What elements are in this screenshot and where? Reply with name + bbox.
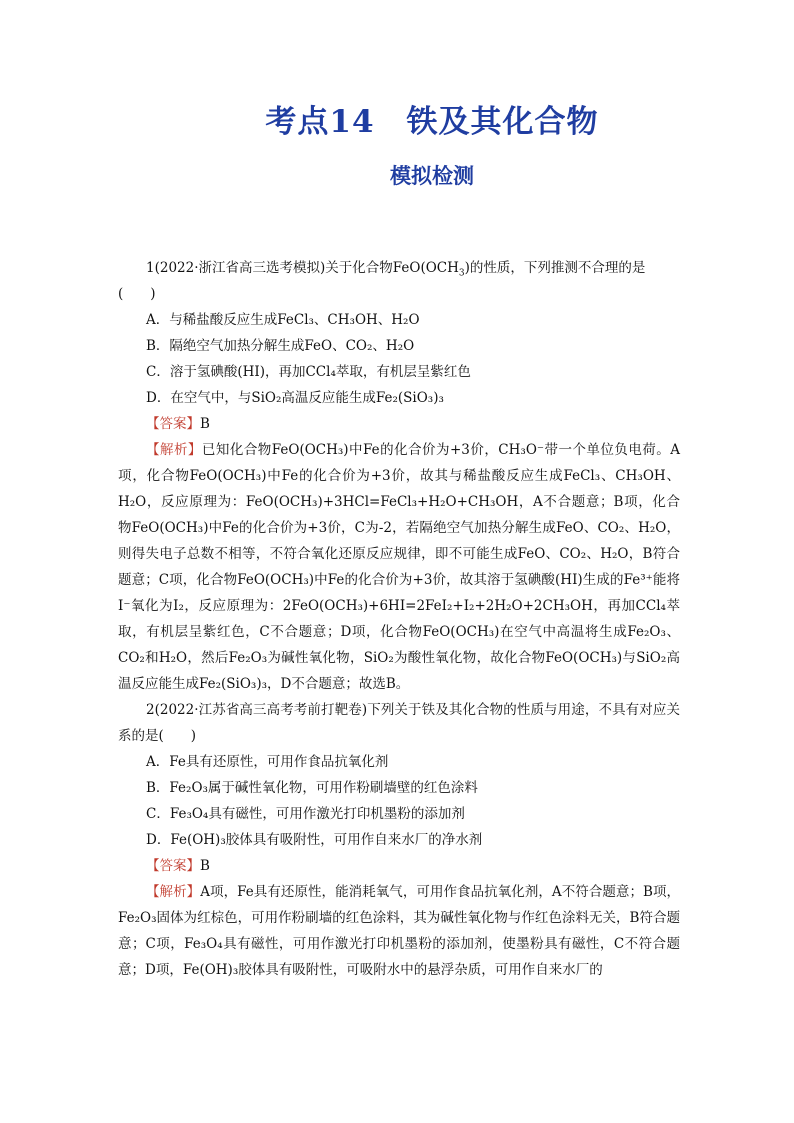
q2-analysis-text: A项，Fe具有还原性，能消耗氧气，可用作食品抗氧化剂，A不符合题意；B项，Fe₂O₃固体为红棕色，可用作粉刷墙的红色涂料，其为碱性氧化物与作红色涂料无关，B符合题意；C项，Fe₃O₄具有磁性，可用作激光打印机墨粉的添加剂，使墨粉具有磁性，C不符合题意；D项，Fe(OH)₃胶体具有吸附性，可吸附水中的悬浮杂质，可用作自来水厂的: [118, 884, 681, 978]
q1-analysis-text: 已知化合物FeO(OCH₃)中Fe的化合价为+3价，CH₃O⁻带一个单位负电荷。A项，化合物FeO(OCH₃)中Fe的化合价为+3价，故其与稀盐酸反应生成FeCl₃、CH₃OH、H₂O，反应原理为：FeO(OCH₃)+3HCl=FeCl₃+H₂O+CH₃OH，A不合题意；B项，化合物FeO(OCH₃)中Fe的化合价为+3价，C为-2，若隔绝空气加热分解生成FeO、CO₂、H₂O，则得失电子总数不相等，不符合氧化还原反应规律，即不可能生成FeO、CO₂、H₂O，B符合题意；C项，化合物FeO(OCH₃)中Fe的化合价为+3价，故其溶于氢碘酸(HI)生成的Fe³⁺能将I⁻氧化为I₂，反应原理为：2FeO(OCH₃)+6HI=2FeI₂+I₂+2H₂O+2CH₃OH，再加CCl₄萃取，有机层呈紫红色，C不合题意；D项，化合物FeO(OCH₃)在空气中高温将生成Fe₂O₃、CO₂和H₂O，然后Fe₂O₃为碱性氧化物，SiO₂为酸性氧化物，故化合物FeO(OCH₃)与SiO₂高温反应能生成Fe₂(SiO₃)₃，D不合题意；故选B。: [118, 442, 681, 692]
q1-option-b: B．隔绝空气加热分解生成FeO、CO₂、H₂O: [146, 338, 415, 354]
q1-analysis-tag: 【解析】: [146, 442, 202, 458]
q2-option-c: C．Fe₃O₄具有磁性，可用作激光打印机墨粉的添加剂: [146, 806, 465, 822]
q2-answer: [118, 853, 680, 879]
q1-option-d: D．在空气中，与SiO₂高温反应能生成Fe₂(SiO₃)₃: [146, 390, 444, 406]
q1-analysis: [118, 437, 680, 697]
q2-option-b: B．Fe₂O₃属于碱性氧化物，可用作粉刷墙壁的红色涂料: [146, 780, 478, 796]
q2-analysis: [118, 879, 680, 983]
q1-stem: [118, 255, 680, 281]
q1-stem-pre: 1(2022·浙江省高三选考模拟)关于化合物FeO(OCH: [146, 260, 459, 276]
q2-option-a: A．Fe具有还原性，可用作食品抗氧化剂: [146, 754, 389, 770]
q2-answer-value: B: [200, 858, 210, 874]
page-title: 考点14 铁及其化合物: [265, 104, 599, 140]
q1-answer-value: B: [200, 416, 210, 432]
q1-stem-subscript: 3: [458, 268, 465, 279]
q1-option-a: A．与稀盐酸反应生成FeCl₃、CH₃OH、H₂O: [146, 312, 420, 328]
page-subtitle: 模拟检测: [390, 163, 474, 188]
q2-option-d: D．Fe(OH)₃胶体具有吸附性，可用作自来水厂的净水剂: [146, 832, 483, 848]
q1-answer: [118, 411, 680, 437]
q1-option-c: C．溶于氢碘酸(HI)，再加CCl₄萃取，有机层呈紫红色: [146, 364, 471, 380]
q1-blank: ( ): [118, 286, 156, 302]
q2-answer-tag: 【答案】: [146, 858, 200, 874]
q2-analysis-tag: 【解析】: [146, 884, 201, 900]
document-body: [118, 255, 680, 983]
q1-stem-post: )的性质，下列推测不合理的是: [464, 260, 646, 276]
q1-answer-tag: 【答案】: [146, 416, 200, 432]
q2-stem: 2(2022·江苏省高三高考考前打靶卷)下列关于铁及其化合物的性质与用途，不具有对应关系的是( ): [118, 702, 680, 744]
